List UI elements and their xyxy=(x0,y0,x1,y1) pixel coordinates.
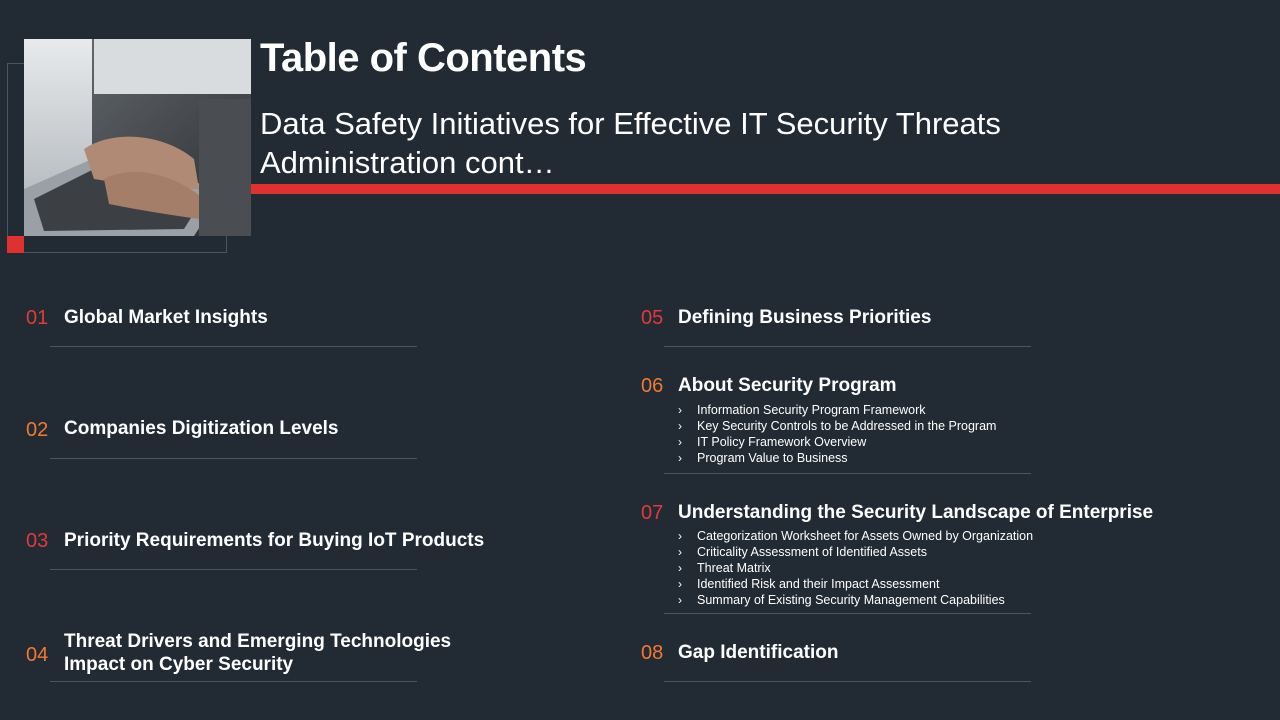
subtopic-item[interactable]: › Threat Matrix xyxy=(678,561,771,575)
subtopic-item[interactable]: › Identified Risk and their Impact Assessment xyxy=(678,577,940,591)
chevron-right-icon: › xyxy=(678,529,682,543)
toc-number: 02 xyxy=(26,419,49,441)
toc-title: Defining Business Priorities xyxy=(678,307,932,328)
toc-title-line-2: Impact on Cyber Security xyxy=(64,654,294,675)
chevron-right-icon: › xyxy=(678,561,682,575)
toc-title-line-1: Threat Drivers and Emerging Technologies xyxy=(64,631,452,652)
subtitle-line-1: Data Safety Initiatives for Effective IT Security Threats xyxy=(260,106,1001,141)
chevron-right-icon: › xyxy=(678,451,682,465)
toc-number: 08 xyxy=(641,642,664,664)
laptop-typing-photo xyxy=(24,39,251,236)
chevron-right-icon: › xyxy=(678,419,682,433)
chevron-right-icon: › xyxy=(678,403,682,417)
divider xyxy=(50,346,417,347)
toc-title: About Security Program xyxy=(678,375,897,396)
subtopic-item[interactable]: › Summary of Existing Security Management Capabilities xyxy=(678,593,1005,607)
subtopic-list xyxy=(678,402,996,466)
chevron-right-icon: › xyxy=(678,545,682,559)
subtitle-line-2: Administration cont… xyxy=(260,145,555,180)
chevron-right-icon: › xyxy=(678,593,682,607)
toc-title: Global Market Insights xyxy=(64,307,268,328)
divider xyxy=(50,458,417,459)
divider xyxy=(664,473,1031,474)
subtopic-item[interactable]: › Criticality Assessment of Identified Assets xyxy=(678,545,927,559)
toc-number: 06 xyxy=(641,375,664,397)
subtopic-list xyxy=(678,528,1033,608)
toc-title: Gap Identification xyxy=(678,642,839,663)
toc-number: 01 xyxy=(26,307,49,329)
toc-title: Priority Requirements for Buying IoT Products xyxy=(64,530,485,551)
chevron-right-icon: › xyxy=(678,577,682,591)
toc-number: 05 xyxy=(641,307,664,329)
divider xyxy=(664,613,1031,614)
divider xyxy=(664,681,1031,682)
toc-title: Companies Digitization Levels xyxy=(64,418,339,439)
toc-number: 04 xyxy=(26,644,49,666)
toc-number: 03 xyxy=(26,530,49,552)
subtopic-item[interactable]: › Program Value to Business xyxy=(678,451,848,465)
subtopic-item[interactable]: › Categorization Worksheet for Assets Owned by Organization xyxy=(678,529,1034,543)
chevron-right-icon: › xyxy=(678,435,682,449)
divider xyxy=(50,569,417,570)
divider xyxy=(664,346,1031,347)
subtopic-item[interactable]: › IT Policy Framework Overview xyxy=(678,435,867,449)
page-title: Table of Contents xyxy=(260,36,587,80)
toc-title: Understanding the Security Landscape of Enterprise xyxy=(678,502,1154,523)
title-underline-bar xyxy=(251,184,1280,194)
subtopic-item[interactable]: › Key Security Controls to be Addressed in the Program xyxy=(678,419,997,433)
divider xyxy=(50,681,417,682)
page-subtitle xyxy=(260,104,1160,182)
subtopic-item[interactable]: › Information Security Program Framework xyxy=(678,403,926,417)
accent-square xyxy=(7,236,24,253)
toc-number: 07 xyxy=(641,502,664,524)
